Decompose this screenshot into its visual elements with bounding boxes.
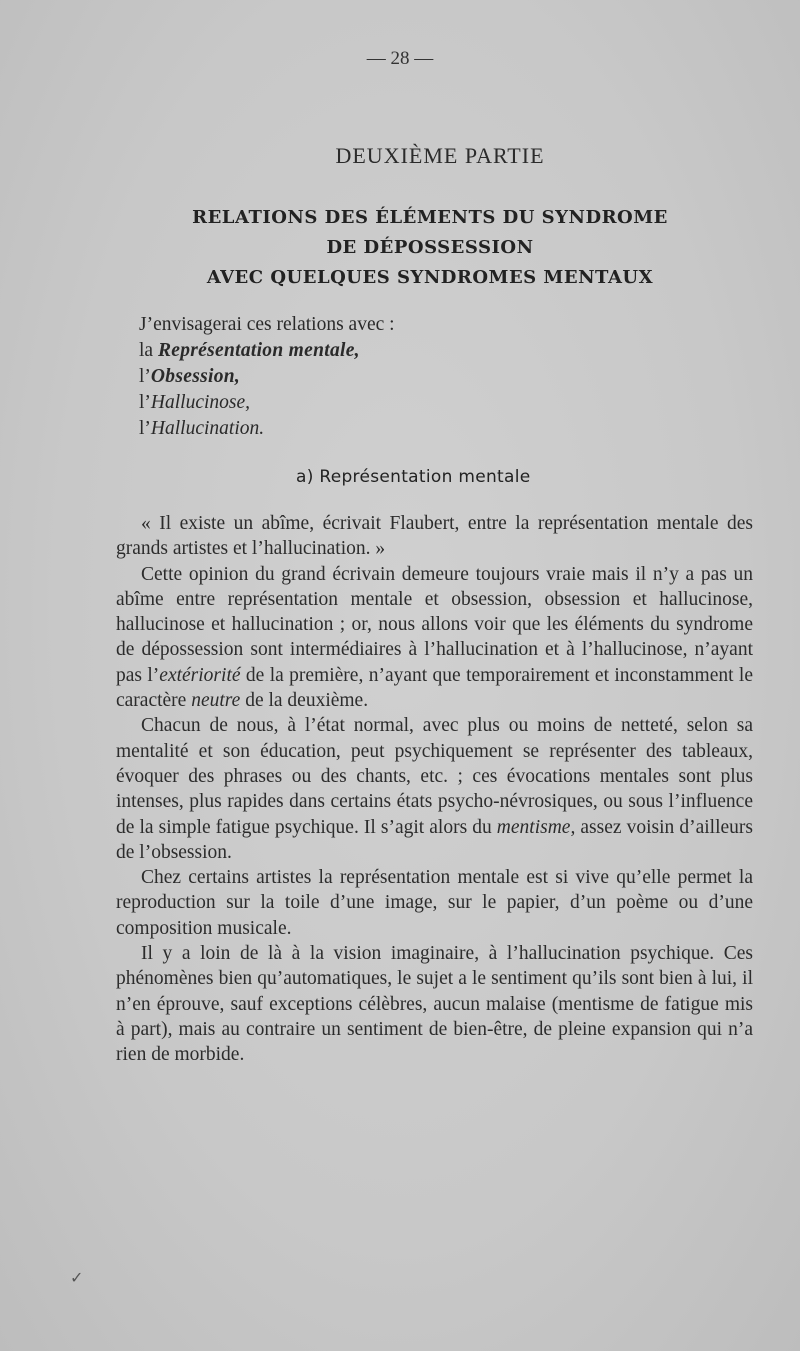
body-text xyxy=(116,511,753,1068)
paragraph-text: de la deuxième. xyxy=(240,690,369,712)
page-number: — 28 — xyxy=(366,48,434,69)
intro-item xyxy=(139,364,395,390)
paragraph-emphasis: extériorité xyxy=(159,664,241,686)
chapter-title-line-1: RELATIONS DES ÉLÉMENTS DU SYNDROME xyxy=(192,207,668,228)
intro-item-term: Hallucination. xyxy=(150,418,265,439)
intro-list xyxy=(139,312,395,442)
chapter-title-line-2: DE DÉPOSSESSION xyxy=(326,237,534,258)
intro-item xyxy=(139,416,395,442)
intro-item xyxy=(139,338,395,364)
chapter-title-line-3: AVEC QUELQUES SYNDROMES MENTAUX xyxy=(206,267,654,288)
intro-item-term: Obsession, xyxy=(150,366,241,387)
intro-item-prefix: l’ xyxy=(139,392,151,413)
pencil-mark: ✓ xyxy=(70,1270,84,1287)
paragraph-text: assez voisin d’ailleurs de l’obsession. xyxy=(116,816,753,863)
paragraph-text: de la première, n’ayant que temporairement et inconstamment le caractère xyxy=(116,664,753,712)
paragraph: Il y a loin de là à la vision imaginaire, à l’hallucination psychique. Ces phénomènes bien qu’automatiques, le sujet a le sentiment qu’ils sont bien à lui, il n’en éprouve, sauf exceptions célèbres, aucun malaise (mentisme de fatigue mis à part), mais au contraire un sentiment de bien-être, de pleine expansion qui n’a rien de morbide. xyxy=(116,943,753,1066)
intro-item-prefix: la xyxy=(139,340,158,361)
intro-item-prefix: l’ xyxy=(139,418,151,439)
intro-item xyxy=(139,390,395,416)
paragraph-emphasis: neutre xyxy=(191,690,241,712)
part-title: DEUXIÈME PARTIE xyxy=(335,143,545,168)
paragraph xyxy=(116,562,753,714)
paragraph-emphasis: mentisme, xyxy=(496,816,576,838)
paragraph: Chez certains artistes la représentation mentale est si vive qu’elle permet la reproduction sur la toile d’une image, sur le papier, d’un poème ou d’une composition musicale. xyxy=(116,867,753,939)
chapter-title xyxy=(0,203,800,293)
paragraph: « Il existe un abîme, écrivait Flaubert, entre la représentation mentale des grands artistes et l’hallucination. » xyxy=(116,513,753,560)
paragraph-text: Chacun de nous, à l’état normal, avec plus ou moins de netteté, selon sa mentalité et son éducation, peut psychiquement se représenter des tableaux, évoquer des phrases ou des chants, etc. ; ces évocations mentales sont plus intenses, plus rapides dans certains états psycho-névrosiques, ou sous l’influence de la simple fatigue psychique. Il s’agit alors du xyxy=(116,715,753,838)
intro-item-term: Hallucinose, xyxy=(150,392,251,413)
intro-lead: J’envisagerai ces relations avec : xyxy=(139,314,395,335)
paragraph xyxy=(116,713,753,865)
section-title: a) Représentation mentale xyxy=(296,467,531,487)
paragraph-text: Cette opinion du grand écrivain demeure toujours vraie mais il n’y a pas un abîme entre représentation mentale et obsession, obsession et hallucinose, hallucinose et hallucination ; or, nous allons voir que les éléments du syndrome de dépossession sont intermédiaires à l’hallucination et à l’hallucinose, n’ayant pas l’ xyxy=(116,563,753,686)
intro-item-term: Représentation mentale, xyxy=(157,340,360,361)
intro-item-prefix: l’ xyxy=(139,366,151,387)
